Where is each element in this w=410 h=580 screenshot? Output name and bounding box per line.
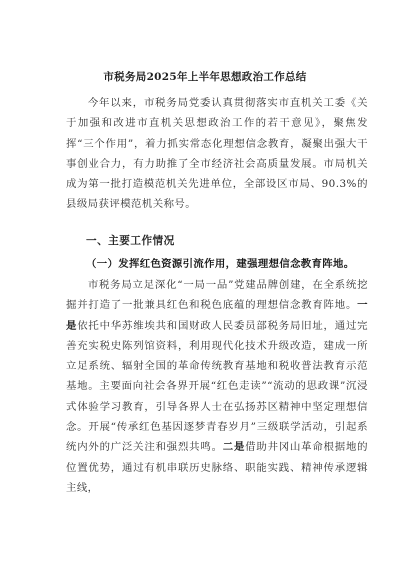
point-two-label: 二是 — [222, 441, 246, 454]
body-paragraph — [66, 275, 368, 498]
subsection-heading-red-resources: （一）发挥红色资源引流作用，建强理想信念教育阵地。 — [86, 258, 355, 270]
body-text-lead: 市税务局立足深化“一局一品”党建品牌创建，在全系统挖掘并打造了一批兼具红色和税色底蕴的理想信念教育阵地。 — [66, 279, 368, 312]
intro-paragraph: 今年以来，市税务局党委认真贯彻落实市直机关工委《关于加强和改进市直机关思想政治工作的若干意见》，聚焦发挥“三个作用”，着力抓实常态化理想信念教育，凝聚出强大干事创业合力，有力助推了全市经济社会高质量发展。市局机关成为第一批打造模范机关先进单位，全部设区市局、90.3%的县级局获评模范机关称号。 — [66, 97, 368, 211]
body-text-point-two: 借助井冈山革命根据地的位置优势，通过有机串联历史脉络、职能实践、精神传承逻辑主线， — [66, 441, 368, 494]
point-one-label: 一是 — [66, 299, 368, 332]
section-heading-main-work: 一、主要工作情况 — [86, 235, 175, 247]
body-text-point-one: 依托中华苏维埃共和国财政人民委员部税务局旧址，通过完善充实税史陈列馆资料，利用现代化技术升级改造，建成一所立足系统、辐射全国的革命传统教育基地和税收普法教育示范基地。主要面向社会各界开展“红色走读”“流动的思政课”沉浸式体验学习教育，引导各界人士在弘扬苏区精神中坚定理想信念。开展“传承红色基因逐梦青春岁月”三级联学活动，引起系统内外的广泛关注和强烈共鸣。 — [66, 319, 368, 454]
document-title: 市税务局2025年上半年思想政治工作总结 — [103, 71, 307, 83]
